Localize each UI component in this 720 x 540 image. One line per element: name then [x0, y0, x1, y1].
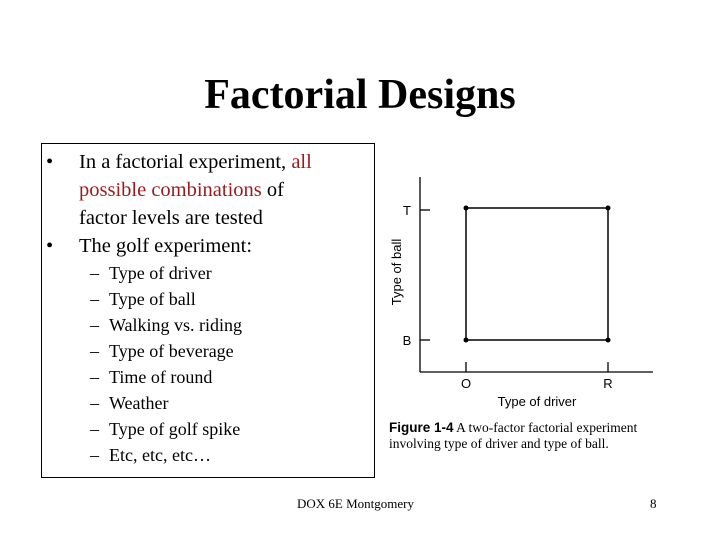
dash-symbol: – [90, 289, 99, 309]
dash-symbol: – [90, 393, 99, 413]
x-tick-label: R [603, 376, 613, 391]
bullet-text-part: of [261, 179, 284, 201]
design-point [606, 338, 611, 343]
dash-symbol: – [90, 367, 99, 387]
figure-caption [389, 420, 659, 452]
bullet-golf-experiment [46, 232, 366, 260]
list-item-text: Etc, etc, etc… [109, 445, 211, 465]
dash-symbol: – [90, 315, 99, 335]
list-item-text: Type of driver [109, 263, 212, 283]
design-point [606, 206, 611, 211]
list-item-text: Type of ball [109, 289, 196, 309]
bullet-text-part: factor levels are tested [79, 207, 263, 229]
list-item-text: Type of beverage [109, 341, 234, 361]
list-item-text: Weather [109, 393, 169, 413]
content-box [41, 143, 375, 478]
list-item-text: Time of round [109, 367, 213, 387]
bullet-text [79, 148, 369, 232]
emphasis-text: possible combinations [79, 179, 262, 201]
footer-source: DOX 6E Montgomery [297, 496, 414, 511]
dash-symbol: – [90, 445, 99, 465]
dash-symbol: – [90, 341, 99, 361]
bullet-symbol: • [46, 235, 54, 257]
caption-label: Figure 1-4 [389, 420, 454, 435]
bullet-text-part: In a factorial experiment, [79, 151, 292, 173]
page-number: 8 [650, 496, 657, 511]
design-point [464, 206, 469, 211]
dash-symbol: – [90, 419, 99, 439]
list-item-text: Walking vs. riding [109, 315, 243, 335]
dash-symbol: – [90, 263, 99, 283]
bullet-factorial-definition [46, 148, 366, 232]
bullet-text: The golf experiment: [79, 235, 253, 257]
emphasis-text: all [291, 151, 312, 173]
y-axis-label: Type of ball [389, 238, 404, 306]
design-square [466, 208, 608, 340]
design-point [464, 338, 469, 343]
caption-text: A two-factor factorial experiment involving type of driver and type of ball. [389, 420, 638, 451]
bullet-symbol: • [46, 151, 54, 173]
slide-title: Factorial Designs [204, 72, 516, 118]
y-tick-label: T [403, 203, 411, 218]
y-tick-label: B [402, 333, 412, 348]
x-tick-label: O [460, 376, 472, 391]
x-axis-label: Type of driver [497, 394, 577, 409]
list-item-text: Type of golf spike [109, 419, 241, 439]
